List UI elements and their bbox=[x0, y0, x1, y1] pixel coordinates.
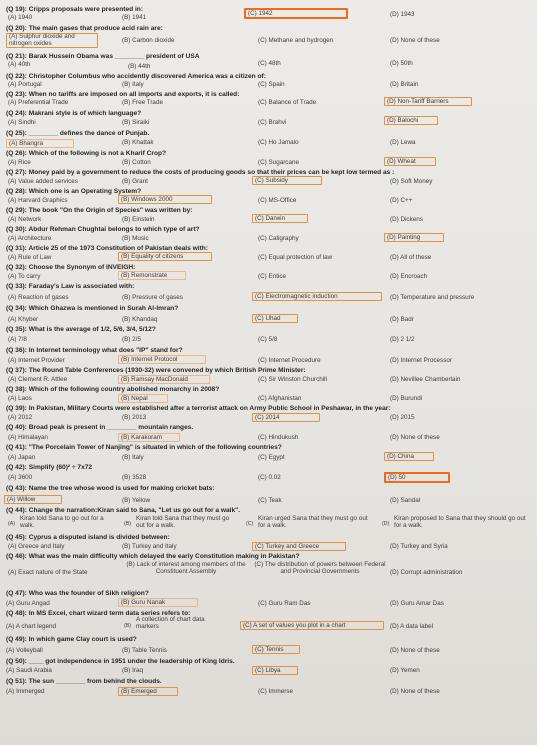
q27-option-d: (D) Soft Money bbox=[390, 178, 433, 185]
q42-option-c: (C) 0.02 bbox=[258, 474, 281, 481]
q43-option-a: (A) Willow bbox=[4, 495, 62, 504]
q37-option-b: (B) Ramsay MacDonald bbox=[118, 375, 210, 384]
q39-option-d: (D) 2015 bbox=[390, 414, 415, 421]
q31-option-d: (D) All of these bbox=[390, 254, 432, 261]
question-30: (Q 30): Abdur Rehman Chughtai belongs to which type of art? bbox=[6, 226, 200, 233]
q29-option-d: (D) Dickens bbox=[390, 216, 423, 223]
q51-option-c: (C) Immerse bbox=[258, 688, 293, 695]
question-40: (Q 40): Broad peak is present in ________ mountain ranges. bbox=[6, 424, 194, 431]
q47-option-d: (D) Guru Amar Das bbox=[390, 600, 444, 607]
question-33: (Q 33): Faraday's Law is associated with: bbox=[6, 283, 135, 290]
question-35: (Q 35): What is the average of 1/2, 5/6, 3/4, 5/12? bbox=[6, 326, 156, 333]
question-38: (Q 38): Which of the following country abolished monarchy in 2008? bbox=[6, 386, 220, 393]
q44-option-b-label: (B) bbox=[124, 521, 131, 527]
question-31: (Q 31): Article 25 of the 1973 Constitution of Pakistan deals with: bbox=[6, 245, 209, 252]
q27-option-b: (B) Grant bbox=[122, 178, 148, 185]
question-25: (Q 25): ________ defines the dance of Punjab. bbox=[6, 130, 150, 137]
q24-option-d: (D) Balochi bbox=[384, 116, 438, 125]
q24-option-c: (C) Brahvi bbox=[258, 119, 287, 126]
q46-option-d: (D) Corrupt administration bbox=[390, 569, 463, 576]
q48-option-c: (C) A set of values you plot in a chart bbox=[240, 621, 384, 630]
q25-option-a: (A) Bhangra bbox=[6, 139, 74, 148]
q26-option-d: (D) Wheat bbox=[384, 157, 436, 166]
question-27: (Q 27): Money paid by a government to reduce the costs of producing goods so that their prices can be kept low termed as : bbox=[6, 169, 395, 176]
q34-option-a: (A) Khyber bbox=[8, 316, 39, 323]
q32-option-d: (D) Encroach bbox=[390, 273, 428, 280]
q39-option-b: (B) 2013 bbox=[122, 414, 147, 421]
q49-option-a: (A) Volleyball bbox=[6, 647, 43, 654]
q26-option-a: (A) Rice bbox=[8, 159, 31, 166]
question-36: (Q 36): In Internet terminology what does "IP" stand for? bbox=[6, 347, 183, 354]
q45-option-d: (D) Turkey and Syria bbox=[390, 543, 448, 550]
q29-option-b: (B) Einstein bbox=[122, 216, 155, 223]
q36-option-b: (B) Internet Protocol bbox=[118, 355, 206, 364]
q46-option-b: (B) Lack of interest among members of the Constituent Assembly bbox=[126, 561, 246, 575]
q47-option-b: (B) Guru Nanak bbox=[118, 598, 198, 607]
q44-option-a-label: (A) bbox=[8, 521, 15, 527]
q31-option-a: (A) Rule of Law bbox=[8, 254, 52, 261]
q20-option-a: (A) Sulphur dioxide and nitrogen oxides bbox=[6, 33, 98, 48]
question-41: (Q 41): "The Porcelain Tower of Nanjing" is situated in which of the following countries? bbox=[6, 444, 282, 451]
q23-option-c: (C) Balance of Trade bbox=[258, 99, 317, 106]
q40-option-d: (D) None of these bbox=[390, 434, 440, 441]
q21-option-d: (D) 50th bbox=[390, 60, 413, 67]
question-45: (Q 45): Cyprus a disputed island is divided between: bbox=[6, 534, 170, 541]
q24-option-a: (A) Sindhi bbox=[8, 119, 36, 126]
q42-option-b: (B) 3528 bbox=[122, 474, 147, 481]
q48-option-d: (D) A data label bbox=[390, 623, 434, 630]
q38-option-a: (A) Laos bbox=[8, 395, 32, 402]
q45-option-b: (B) Turkey and Italy bbox=[122, 543, 177, 550]
q35-option-a: (A) 7/8 bbox=[8, 336, 27, 343]
q37-option-c: (C) Sir Winston Churchill bbox=[258, 376, 327, 383]
q35-option-c: (C) 5/8 bbox=[258, 336, 278, 343]
q33-option-a: (A) Reaction of gases bbox=[8, 294, 69, 301]
q36-option-c: (C) Internet Procedure bbox=[258, 357, 321, 364]
q51-option-a: (A) Immerged bbox=[6, 688, 45, 695]
q26-option-c: (C) Sugarcane bbox=[258, 159, 299, 166]
q24-option-b: (B) Siraiki bbox=[122, 119, 150, 126]
question-32: (Q 32): Choose the Synonym of INVEIGH: bbox=[6, 264, 136, 271]
question-39: (Q 39): In Pakistan, Military Courts were established after a terrorist attack on Army Public School in Peshawar, in the year: bbox=[6, 405, 391, 412]
question-34: (Q 34): Which Ghazwa is mentioned in Surah Al-Imran? bbox=[6, 305, 179, 312]
q50-option-d: (D) Yemen bbox=[390, 667, 420, 674]
q50-option-b: (B) Iraq bbox=[122, 667, 143, 674]
q41-option-b: (B) Italy bbox=[122, 454, 144, 461]
q32-option-c: (C) Entice bbox=[258, 273, 286, 280]
q48-option-a: (A) A chart legend bbox=[6, 623, 57, 630]
question-51: (Q 51): The sun ________ from behind the clouds. bbox=[6, 678, 162, 685]
q30-option-c: (C) Caligraphy bbox=[258, 235, 299, 242]
question-50: (Q 50): ____ got independence in 1951 under the leadership of King Idris. bbox=[6, 658, 235, 665]
q44-option-b: Kiran told Sana that they must go out for a walk. bbox=[136, 515, 230, 529]
question-44: (Q 44): Change the narration:Kiran said to Sana, "Let us go out for a walk". bbox=[6, 507, 241, 514]
question-43: (Q 43): Name the tree whose wood is used for making cricket bats: bbox=[6, 485, 215, 492]
q33-option-c: (C) Electromagnetic induction bbox=[252, 292, 382, 301]
q34-option-b: (B) Khandaq bbox=[122, 316, 158, 323]
question-24: (Q 24): Makrani style is of which language? bbox=[6, 110, 142, 117]
q28-option-c: (C) MS-Office bbox=[258, 197, 297, 204]
q51-option-b: (B) Emerged bbox=[118, 687, 178, 696]
q45-option-c: (C) Turkey and Greece bbox=[252, 542, 346, 551]
q44-option-d: Kiran proposed to Sana that they should go out for a walk. bbox=[394, 515, 526, 529]
q32-option-a: (A) To carry bbox=[8, 273, 41, 280]
q36-option-d: (D) Internet Processor bbox=[390, 357, 452, 364]
q23-option-a: (A) Preferential Trade bbox=[8, 99, 69, 106]
q25-option-d: (D) Lewa bbox=[390, 139, 416, 146]
q50-option-c: (C) Libya bbox=[252, 666, 298, 675]
q51-option-d: (D) None of these bbox=[390, 688, 440, 695]
q20-option-b: (B) Carbon dioxide bbox=[122, 37, 175, 44]
q35-option-b: (B) 2/5 bbox=[122, 336, 141, 343]
q40-option-a: (A) Himalayan bbox=[8, 434, 48, 441]
q43-option-b: (B) Yellow bbox=[122, 497, 151, 504]
q27-option-c: (C) Subsidy bbox=[252, 176, 322, 185]
q47-option-c: (C) Guru Ram Das bbox=[258, 600, 311, 607]
question-37: (Q 37): The Round Table Conferences (1930-32) were convened by which British Prime Minister: bbox=[6, 367, 306, 374]
q46-option-a: (A) Exact nature of the State bbox=[8, 569, 88, 576]
q42-option-a: (A) 3600 bbox=[8, 474, 33, 481]
q42-option-d: (D) 50 bbox=[384, 472, 450, 483]
q44-option-d-label: (D) bbox=[382, 521, 390, 527]
q21-option-a: (A) 40th bbox=[8, 61, 31, 68]
q44-option-c-label: (C) bbox=[246, 521, 254, 527]
question-28: (Q 28): Which one is an Operating System? bbox=[6, 188, 142, 195]
q28-option-b: (B) Windows 2000 bbox=[118, 195, 212, 204]
q44-option-c: Kiran urged Sana that they must go out for a walk. bbox=[258, 515, 368, 529]
question-19: (Q 19): Cripps proposals were presented in: bbox=[6, 6, 144, 13]
q28-option-a: (A) Harvard Graphics bbox=[8, 197, 68, 204]
q40-option-b: (B) Karakoram bbox=[118, 433, 180, 442]
question-29: (Q 29): The book "On the Origin of Species" was written by: bbox=[6, 207, 193, 214]
q35-option-d: (D) 2 1/2 bbox=[390, 336, 415, 343]
q26-option-b: (B) Cotton bbox=[122, 159, 151, 166]
q19-option-b: (B) 1941 bbox=[122, 14, 147, 21]
q50-option-a: (A) Saudi Arabia bbox=[6, 667, 52, 674]
q25-option-b: (B) Khattak bbox=[122, 139, 154, 146]
q23-option-b: (B) Free Trade bbox=[122, 99, 163, 106]
q49-option-d: (D) None of these bbox=[390, 647, 440, 654]
q39-option-c: (C) 2014 bbox=[252, 413, 320, 422]
q21-option-c: (C) 48th bbox=[258, 60, 281, 67]
question-21: (Q 21): Barak Hussein Obama was ________ president of USA bbox=[6, 53, 200, 60]
q40-option-c: (C) Hindukush bbox=[258, 434, 299, 441]
q22-option-d: (D) Britain bbox=[390, 81, 419, 88]
q19-option-a: (A) 1940 bbox=[8, 14, 33, 21]
q21-option-b: (B) 44th bbox=[128, 63, 151, 70]
q22-option-c: (C) Spain bbox=[258, 81, 285, 88]
q46-option-c: (C) The distribution of powers between Federal and Provincial Governments bbox=[254, 561, 386, 575]
q27-option-a: (A) Value added services bbox=[8, 178, 78, 185]
q41-option-a: (A) Japan bbox=[8, 454, 36, 461]
question-47: (Q 47): Who was the founder of Sikh religion? bbox=[6, 590, 149, 597]
q44-option-a: Kiran told Sana to go out for a walk. bbox=[20, 515, 104, 529]
q45-option-a: (A) Greece and Italy bbox=[8, 543, 65, 550]
q19-option-d: (D) 1943 bbox=[390, 11, 415, 18]
q28-option-d: (D) C++ bbox=[390, 197, 413, 204]
q41-option-c: (C) Egypt bbox=[258, 454, 285, 461]
q22-option-a: (A) Portugal bbox=[8, 81, 42, 88]
q19-option-c: (C) 1942 bbox=[244, 8, 348, 19]
q29-option-c: (C) Darwin bbox=[252, 214, 308, 223]
question-20: (Q 20): The main gases that produce acid rain are: bbox=[6, 25, 163, 32]
q38-option-c: (C) Afghanistan bbox=[258, 395, 302, 402]
question-46: (Q 46): What was the main difficulty which delayed the early Constitution making in Pakistan? bbox=[6, 553, 300, 560]
q34-option-c: (C) Uhad bbox=[252, 314, 298, 323]
q31-option-b: (B) Equality of citizens bbox=[118, 252, 212, 261]
q30-option-a: (A) Architecture bbox=[8, 235, 52, 242]
q48-option-b-label: (B) bbox=[124, 623, 131, 629]
q30-option-b: (B) Music bbox=[122, 235, 149, 242]
q36-option-a: (A) Internet Provider bbox=[8, 357, 65, 364]
q20-option-c: (C) Methane and hydrogen bbox=[258, 37, 334, 44]
question-23: (Q 23): When no tariffs are imposed on all imports and exports, it is called: bbox=[6, 91, 240, 98]
q49-option-c: (C) Tennis bbox=[252, 645, 300, 654]
q25-option-c: (C) Ho Jamalo bbox=[258, 139, 299, 146]
q37-option-d: (D) Nevillee Chamberlain bbox=[390, 376, 461, 383]
q39-option-a: (A) 2012 bbox=[8, 414, 33, 421]
q33-option-d: (D) Temperature and pressure bbox=[390, 294, 475, 301]
q37-option-a: (A) Clement R. Attlee bbox=[8, 376, 68, 383]
q29-option-a: (A) Network bbox=[8, 216, 42, 223]
q49-option-b: (B) Table Tennis bbox=[122, 647, 167, 654]
q20-option-d: (D) None of these bbox=[390, 37, 440, 44]
question-49: (Q 49): In which game Clay court is used? bbox=[6, 636, 137, 643]
q30-option-d: (D) Painting bbox=[384, 233, 444, 242]
q23-option-d: (D) Non-Tariff Barriers bbox=[384, 97, 472, 106]
q47-option-a: (A) Guru Angad bbox=[6, 600, 50, 607]
q32-option-b: (B) Remonstrate bbox=[118, 271, 186, 280]
q41-option-d: (D) China bbox=[384, 452, 434, 461]
q38-option-b: (B) Nepal bbox=[118, 394, 168, 403]
question-48: (Q 48): In MS Excel, chart wizard term data series refers to: bbox=[6, 610, 191, 617]
q34-option-d: (D) Badr bbox=[390, 316, 414, 323]
q43-option-d: (D) Sandal bbox=[390, 497, 421, 504]
question-26: (Q 26): Which of the following is not a Kharif Crop? bbox=[6, 150, 167, 157]
q48-option-b: A collection of chart data markers bbox=[136, 616, 205, 630]
q22-option-b: (B) Italy bbox=[122, 81, 144, 88]
question-42: (Q 42): Simplify (60)² ÷ 7x72 bbox=[6, 464, 93, 471]
question-22: (Q 22): Christopher Columbus who accidently discovered America was a citizen of: bbox=[6, 73, 266, 80]
q43-option-c: (C) Teak bbox=[258, 497, 282, 504]
q38-option-d: (D) Burundi bbox=[390, 395, 423, 402]
q33-option-b: (B) Pressure of gases bbox=[122, 294, 183, 301]
q31-option-c: (C) Equal protection of law bbox=[258, 254, 333, 261]
